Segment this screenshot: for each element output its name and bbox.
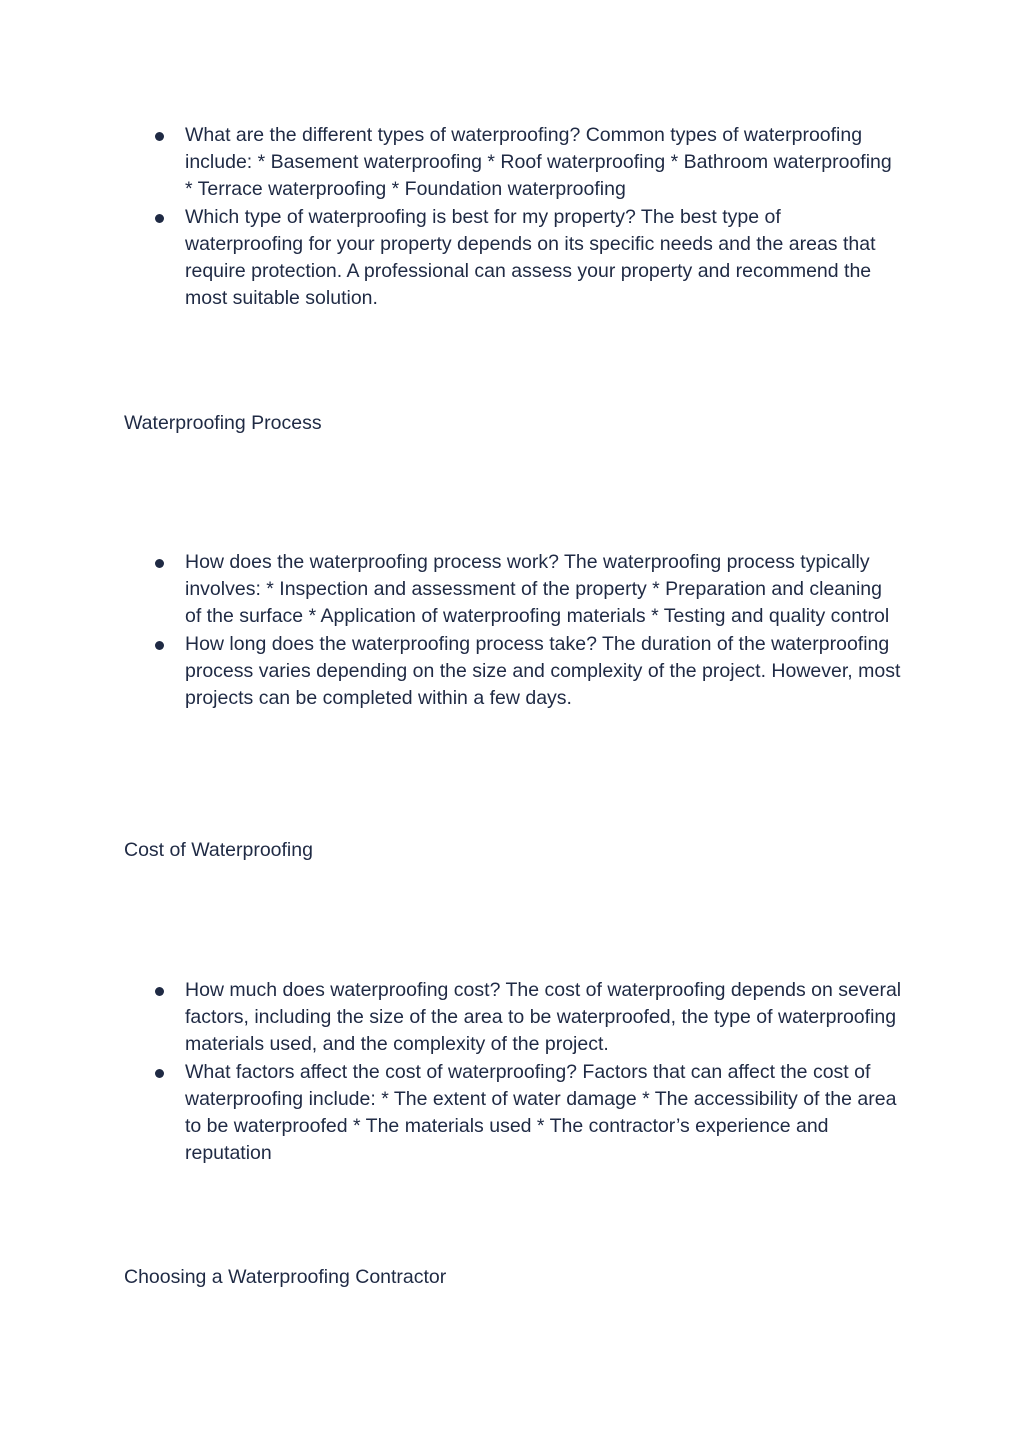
bullet-icon xyxy=(155,559,164,568)
bullet-icon xyxy=(155,132,164,141)
section-heading-process: Waterproofing Process xyxy=(124,412,322,434)
list-item-text: Which type of waterproofing is best for my property? The best type of waterproofing for your property depends on its specific needs and the areas that require protection. A professional can assess your property and recommend the most suitable solution. xyxy=(185,205,876,310)
list-item xyxy=(152,122,902,204)
list-item xyxy=(152,977,902,1059)
faq-list-process xyxy=(152,549,902,712)
list-item xyxy=(152,204,902,313)
section-heading-cost: Cost of Waterproofing xyxy=(124,839,313,861)
bullet-icon xyxy=(155,641,164,650)
list-item-text: How does the waterproofing process work? The waterproofing process typically involves: * Inspection and assessment of the property * Preparation and cleaning of the surface * Application of waterproofing materials * Testing and quality control xyxy=(185,551,890,628)
faq-list-types xyxy=(152,122,902,312)
list-item xyxy=(152,631,902,713)
list-item xyxy=(152,549,902,631)
list-item-text: How long does the waterproofing process take? The duration of the waterproofing process varies depending on the size and complexity of the project. However, most projects can be completed within a few days. xyxy=(185,632,901,710)
section-heading-contractor: Choosing a Waterproofing Contractor xyxy=(124,1266,447,1288)
list-item xyxy=(152,1059,902,1168)
bullet-icon xyxy=(155,214,164,223)
list-item-text: What are the different types of waterproofing? Common types of waterproofing include: * Basement waterproofing * Roof waterproofing * Bathroom waterproofing * Terrace waterproofing * Foundation waterproofing xyxy=(185,124,892,201)
list-item-text: How much does waterproofing cost? The cost of waterproofing depends on several factors, including the size of the area to be waterproofed, the type of waterproofing materials used, and the complexity of the project. xyxy=(185,979,902,1056)
bullet-icon xyxy=(155,1069,164,1078)
faq-list-cost xyxy=(152,977,902,1167)
bullet-icon xyxy=(155,987,164,996)
list-item-text: What factors affect the cost of waterproofing? Factors that can affect the cost of waterproofing include: * The extent of water damage * The accessibility of the area to be waterproofed * The materials used * The contractor’s experience and reputation xyxy=(185,1060,897,1165)
